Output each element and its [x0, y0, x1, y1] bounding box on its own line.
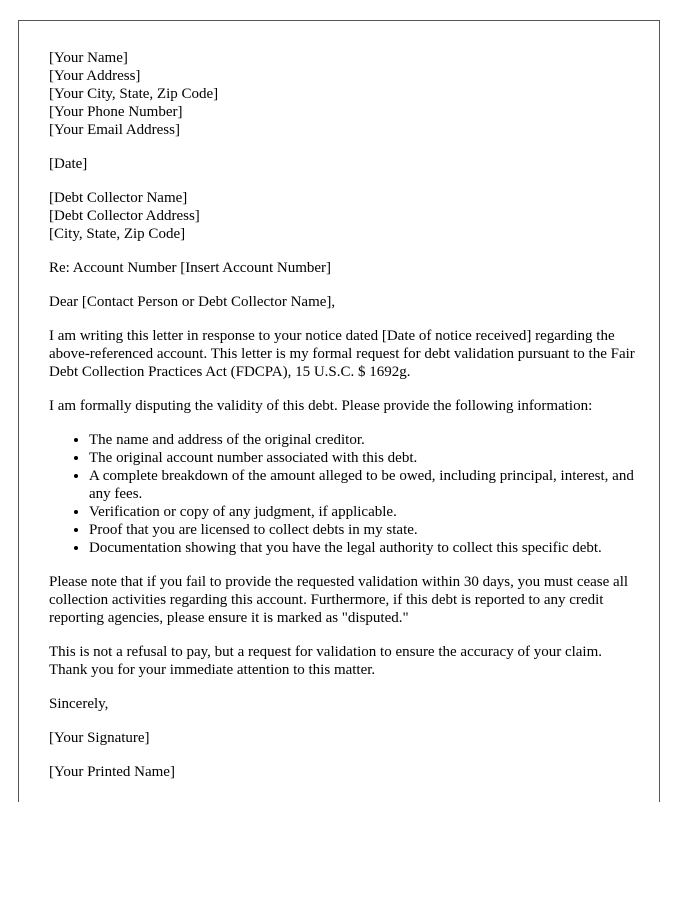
list-item: • Proof that you are licensed to collect debts in my state. [89, 521, 639, 539]
recipient-address: [Debt Collector Address] [49, 208, 200, 224]
recipient-address-block [49, 189, 639, 243]
list-item: • Documentation showing that you have the legal authority to collect this specific debt. [89, 539, 639, 557]
signature-placeholder: [Your Signature] [49, 730, 150, 746]
requested-information-list [49, 431, 639, 557]
list-item: • The name and address of the original creditor. [89, 431, 639, 449]
re-line: Re: Account Number [Insert Account Number] [49, 260, 332, 276]
sender-name: [Your Name] [49, 50, 128, 66]
sender-address: [Your Address] [49, 68, 141, 84]
letter-page [18, 20, 660, 802]
sender-address-block [49, 49, 639, 139]
letter-content [49, 49, 639, 797]
salutation: Dear [Contact Person or Debt Collector Name], [49, 294, 336, 310]
list-item: • A complete breakdown of the amount alleged to be owed, including principal, interest, and any fees. [89, 467, 639, 503]
sender-city-state-zip: [Your City, State, Zip Code] [49, 86, 219, 102]
list-item: • The original account number associated with this debt. [89, 449, 639, 467]
date-text: [Date] [49, 156, 88, 172]
recipient-name: [Debt Collector Name] [49, 190, 188, 206]
intro-paragraph: I am writing this letter in response to your notice dated [Date of notice received] regarding the above-referenced account. This letter is my formal request for debt validation pursuant to the Fair Debt Collection Practices Act (FDCPA), 15 U.S.C. $ 1692g. [49, 328, 635, 380]
dispute-paragraph: I am formally disputing the validity of this debt. Please provide the following information: [49, 398, 593, 414]
sender-email: [Your Email Address] [49, 122, 180, 138]
recipient-city-state-zip: [City, State, Zip Code] [49, 226, 186, 242]
closing-note-paragraph: This is not a refusal to pay, but a request for validation to ensure the accuracy of your claim. Thank you for your immediate attention to this matter. [49, 644, 603, 678]
list-item: • Verification or copy of any judgment, if applicable. [89, 503, 639, 521]
closing: Sincerely, [49, 696, 109, 712]
notice-paragraph: Please note that if you fail to provide the requested validation within 30 days, you must cease all collection activities regarding this account. Furthermore, if this debt is reported to any credit reporting agencies, please ensure it is marked as "disputed." [49, 574, 629, 626]
sender-phone: [Your Phone Number] [49, 104, 183, 120]
letter-date [49, 155, 639, 173]
printed-name-placeholder: [Your Printed Name] [49, 764, 175, 780]
